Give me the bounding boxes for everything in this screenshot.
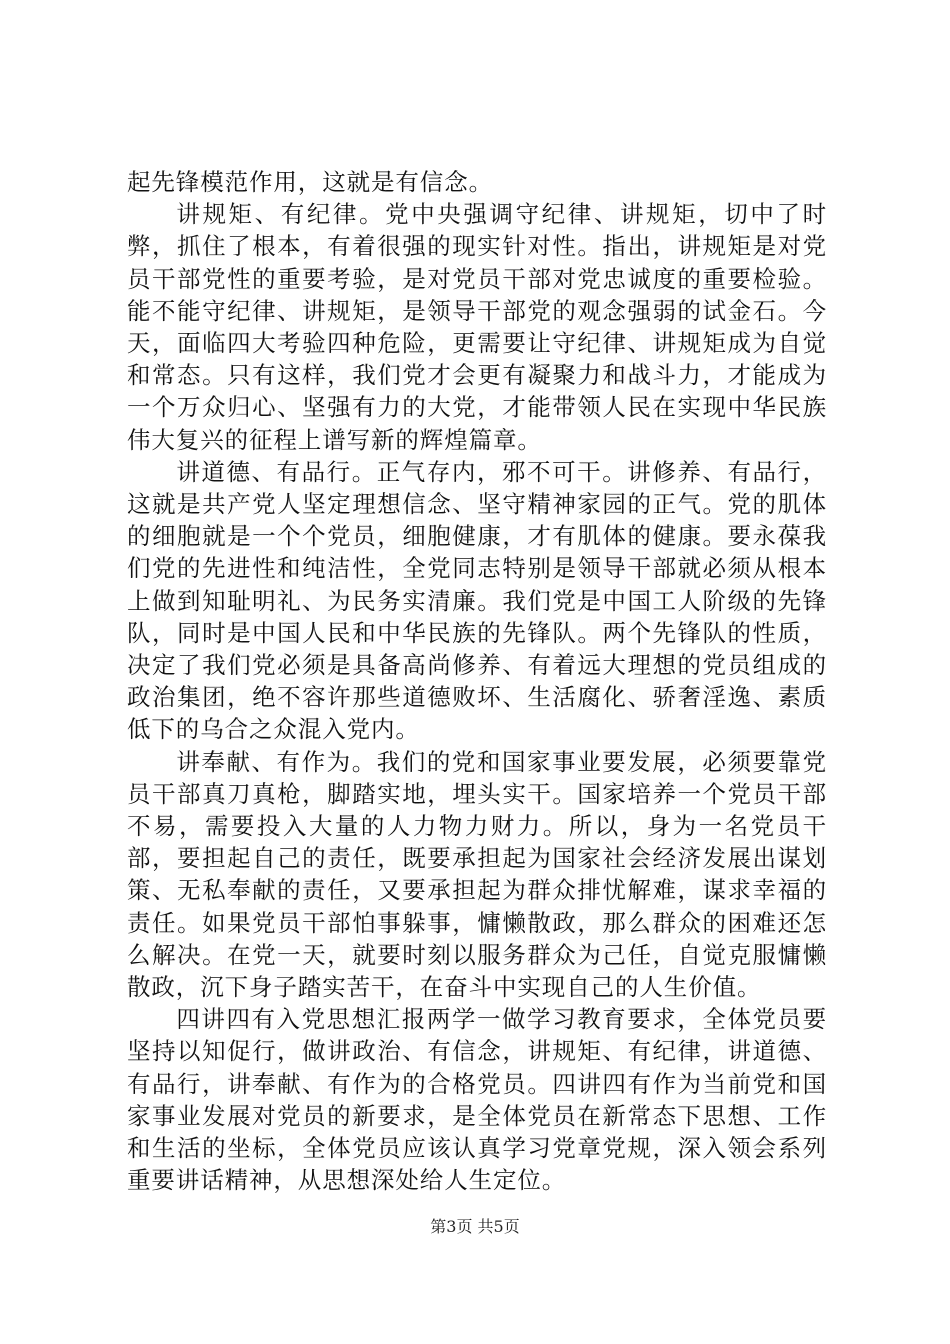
paragraph-5: 四讲四有入党思想汇报两学一做学习教育要求，全体党员要坚持以知促行，做讲政治、有信念，讲规矩、有纪律，讲道德、有品行，讲奉献、有作为的合格党员。四讲四有作为当前党和国家事业发展对党员的新要求，是全体党员在新常态下思想、工作和生活的坐标，全体党员应该认真学习党章党规，深入领会系列重要讲话精神，从思想深处给人生定位。 (127, 1005, 827, 1195)
paragraph-1: 起先锋模范作用，这就是有信念。 (127, 168, 493, 196)
page-number-footer: 第3页 共5页 (430, 1217, 520, 1236)
document-body (127, 166, 827, 1197)
paragraph-4: 讲奉献、有作为。我们的党和国家事业要发展，必须要靠党员干部真刀真枪，脚踏实地，埋头实干。国家培养一个党员干部不易，需要投入大量的人力物力财力。所以，身为一名党员干部，要担起自己的责任，既要承担起为国家社会经济发展出谋划策、无私奉献的责任，又要承担起为群众排忧解难，谋求幸福的责任。如果党员干部怕事躲事，慵懒散政，那么群众的困难还怎么解决。在党一天，就要时刻以服务群众为己任，自觉克服慵懒散政，沉下身子踏实苦干，在奋斗中实现自己的人生价值。 (127, 747, 827, 1002)
paragraph-2: 讲规矩、有纪律。党中央强调守纪律、讲规矩，切中了时弊，抓住了根本，有着很强的现实针对性。指出，讲规矩是对党员干部党性的重要考验，是对党员干部对党忠诚度的重要检验。能不能守纪律、讲规矩，是领导干部党的观念强弱的试金石。今天，面临四大考验四种危险，更需要让守纪律、讲规矩成为自觉和常态。只有这样，我们党才会更有凝聚力和战斗力，才能成为一个万众归心、坚强有力的大党，才能带领人民在实现中华民族伟大复兴的征程上谱写新的辉煌篇章。 (127, 200, 827, 454)
paragraph-3: 讲道德、有品行。正气存内，邪不可干。讲修养、有品行，这就是共产党人坚定理想信念、坚守精神家园的正气。党的肌体的细胞就是一个个党员，细胞健康，才有肌体的健康。要永葆我们党的先进性和纯洁性，全党同志特别是领导干部就必须从根本上做到知耻明礼、为民务实清廉。我们党是中国工人阶级的先锋队，同时是中国人民和中华民族的先锋队。两个先锋队的性质，决定了我们党必须是具备高尚修养、有着远大理想的党员组成的政治集团，绝不容许那些道德败坏、生活腐化、骄奢淫逸、素质低下的乌合之众混入党内。 (127, 457, 827, 744)
